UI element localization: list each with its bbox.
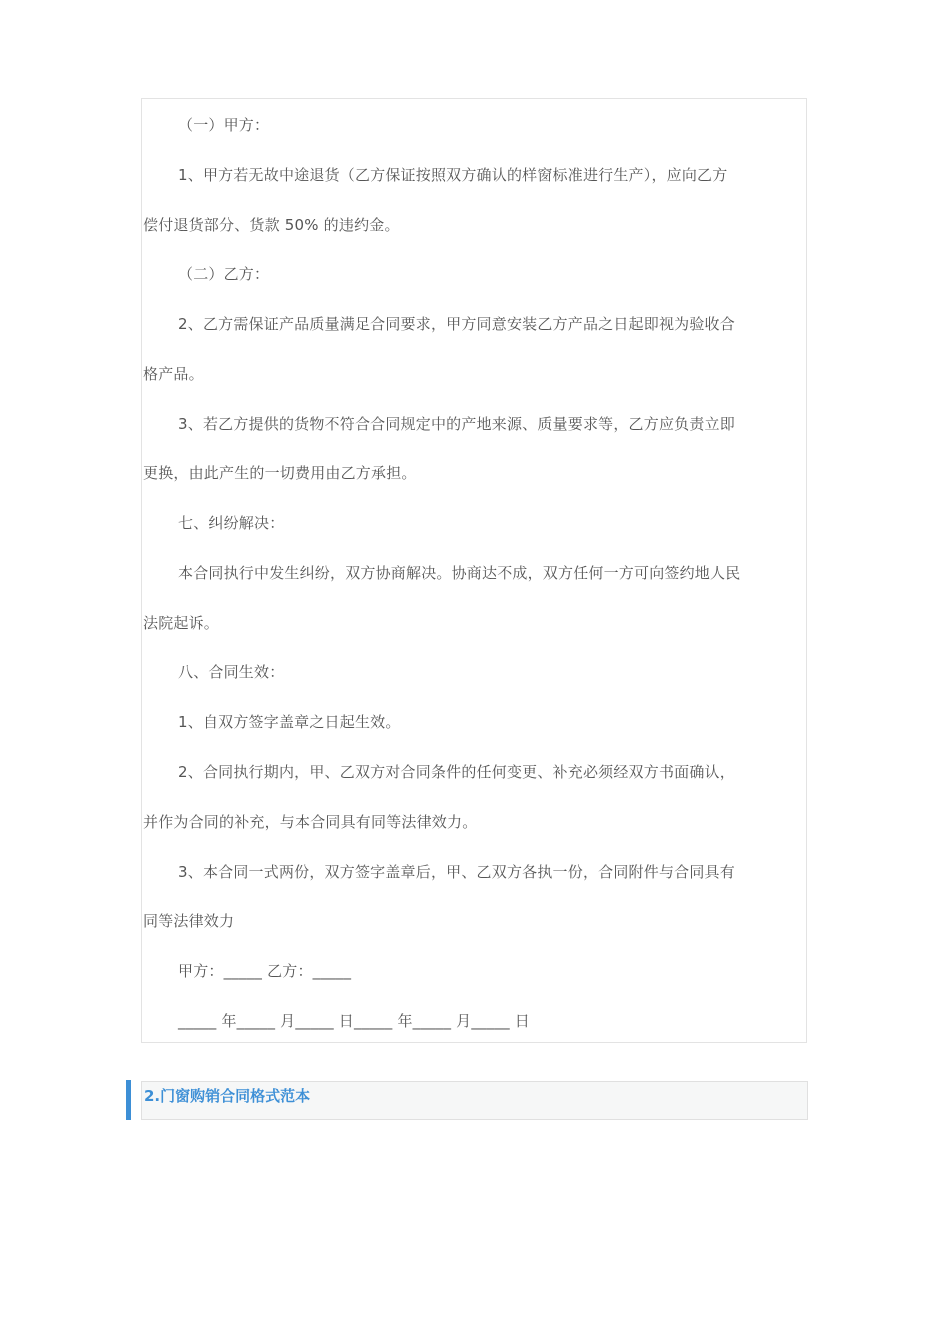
clause-line: 格产品。 <box>143 365 204 383</box>
clause-line: 并作为合同的补充，与本合同具有同等法律效力。 <box>143 813 478 831</box>
section-dispute-heading: 七、纠纷解决： <box>178 514 285 532</box>
clause-line: 3、本合同一式两份，双方签字盖章后，甲、乙双方各执一份，合同附件与合同具有 <box>178 863 735 881</box>
section-accent-bar <box>126 1080 131 1120</box>
clause-line: 2、乙方需保证产品质量满足合同要求，甲方同意安装乙方产品之日起即视为验收合 <box>178 315 735 333</box>
clause-party-b-heading: （二）乙方： <box>178 265 270 283</box>
clause-line: 法院起诉。 <box>143 614 220 632</box>
clause-line: 1、自双方签字盖章之日起生效。 <box>178 713 401 731</box>
section-effect-heading: 八、合同生效： <box>178 663 285 681</box>
section-title: 2.门窗购销合同格式范本 <box>144 1087 311 1105</box>
clause-line: 1、甲方若无故中途退货（乙方保证按照双方确认的样窗标准进行生产），应向乙方 <box>178 166 728 184</box>
clause-line: 同等法律效力 <box>143 912 235 930</box>
clause-line: 3、若乙方提供的货物不符合合同规定中的产地来源、质量要求等，乙方应负责立即 <box>178 415 735 433</box>
clause-line: 偿付退货部分、货款 50% 的违约金。 <box>143 216 400 234</box>
clause-line: 2、合同执行期内，甲、乙双方对合同条件的任何变更、补充必须经双方书面确认， <box>178 763 735 781</box>
clause-line: 更换，由此产生的一切费用由乙方承担。 <box>143 464 417 482</box>
date-line: _____ 年_____ 月_____ 日_____ 年_____ 月_____ 日 <box>178 1012 531 1030</box>
signature-line: 甲方：_____ 乙方：_____ <box>178 962 352 980</box>
clause-party-a-heading: （一）甲方： <box>178 116 270 134</box>
clause-line: 本合同执行中发生纠纷，双方协商解决。协商达不成，双方任何一方可向签约地人民 <box>178 564 741 582</box>
